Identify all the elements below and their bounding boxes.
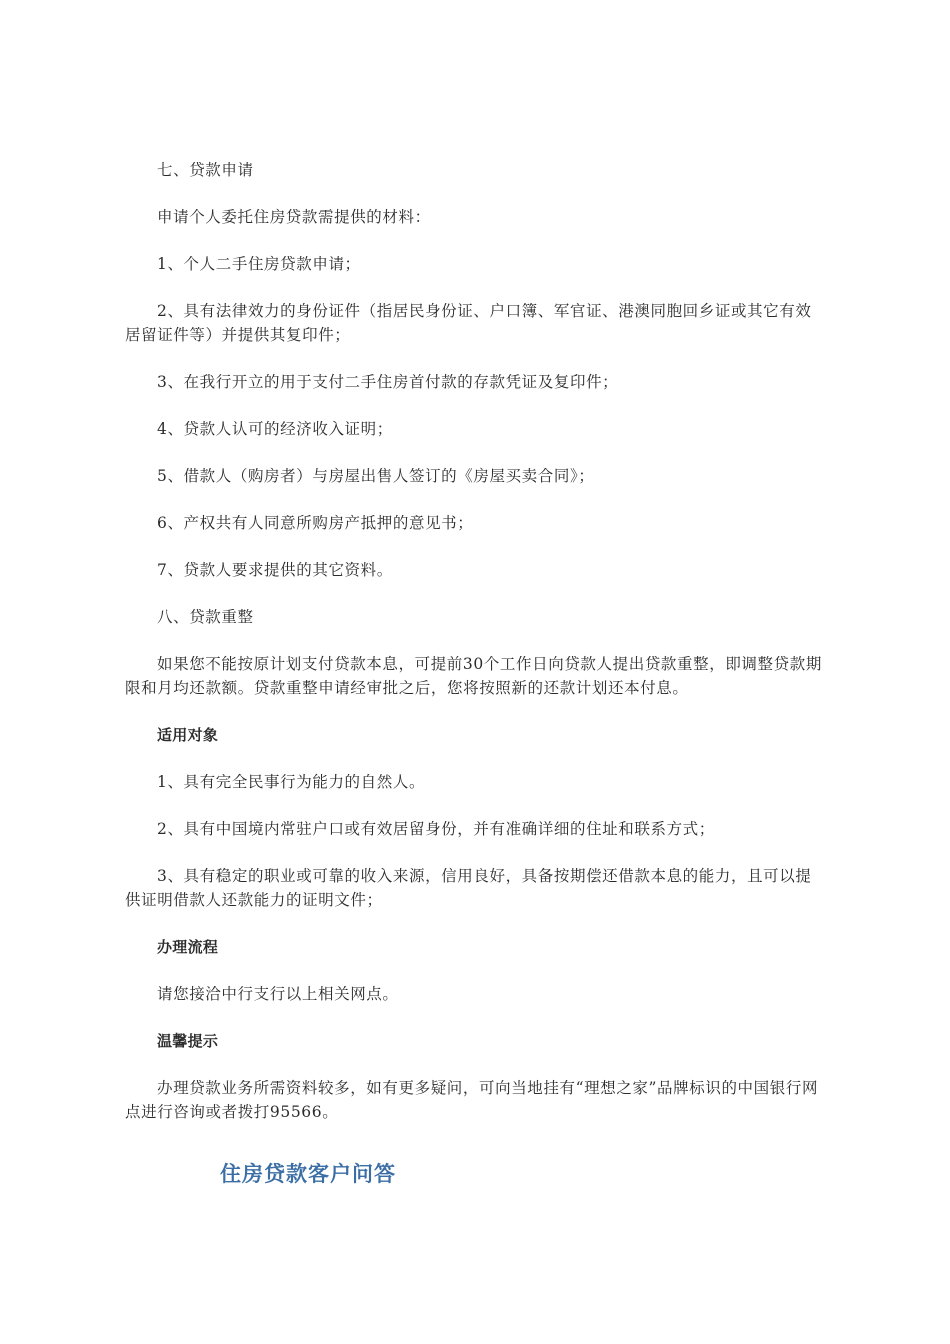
list-item: 2、具有中国境内常驻户口或有效居留身份，并有准确详细的住址和联系方式； [157,820,715,838]
list-item: 3、具有稳定的职业或可靠的收入来源，信用良好，具备按期偿还借款本息的能力，且可以提供证明借款人还款能力的证明文件； [125,867,812,909]
section-body: 如果您不能按原计划支付贷款本息，可提前30个工作日向贷款人提出贷款重整，即调整贷款期限和月均还款额。贷款重整申请经审批之后，您将按照新的还款计划还本付息。 [125,655,822,697]
process-body: 请您接洽中行支行以上相关网点。 [157,985,399,1003]
tips-body: 办理贷款业务所需资料较多，如有更多疑问，可向当地挂有“理想之家”品牌标识的中国银行网点进行咨询或者拨打95566。 [125,1079,819,1121]
process-heading: 办理流程 [157,938,219,956]
list-item: 1、具有完全民事行为能力的自然人。 [157,773,426,791]
faq-title-link[interactable]: 住房贷款客户问答 [220,1162,396,1186]
section-intro: 申请个人委托住房贷款需提供的材料： [157,208,431,226]
list-item: 1、个人二手住房贷款申请； [157,255,361,273]
list-item: 2、具有法律效力的身份证件（指居民身份证、户口簿、军官证、港澳同胞回乡证或其它有效居留证件等）并提供其复印件； [125,302,812,344]
list-item: 4、贷款人认可的经济收入证明； [157,420,393,438]
section-heading-8: 八、贷款重整 [157,608,254,626]
section-heading-7: 七、贷款申请 [157,161,254,179]
list-item: 6、产权共有人同意所购房产抵押的意见书； [157,514,474,532]
list-item: 7、贷款人要求提供的其它资料。 [157,561,393,579]
document-body [125,158,825,1124]
list-item: 3、在我行开立的用于支付二手住房首付款的存款凭证及复印件； [157,373,619,391]
eligibility-heading: 适用对象 [157,726,219,744]
list-item: 5、借款人（购房者）与房屋出售人签订的《房屋买卖合同》； [157,467,595,485]
tips-heading: 温馨提示 [157,1032,219,1050]
